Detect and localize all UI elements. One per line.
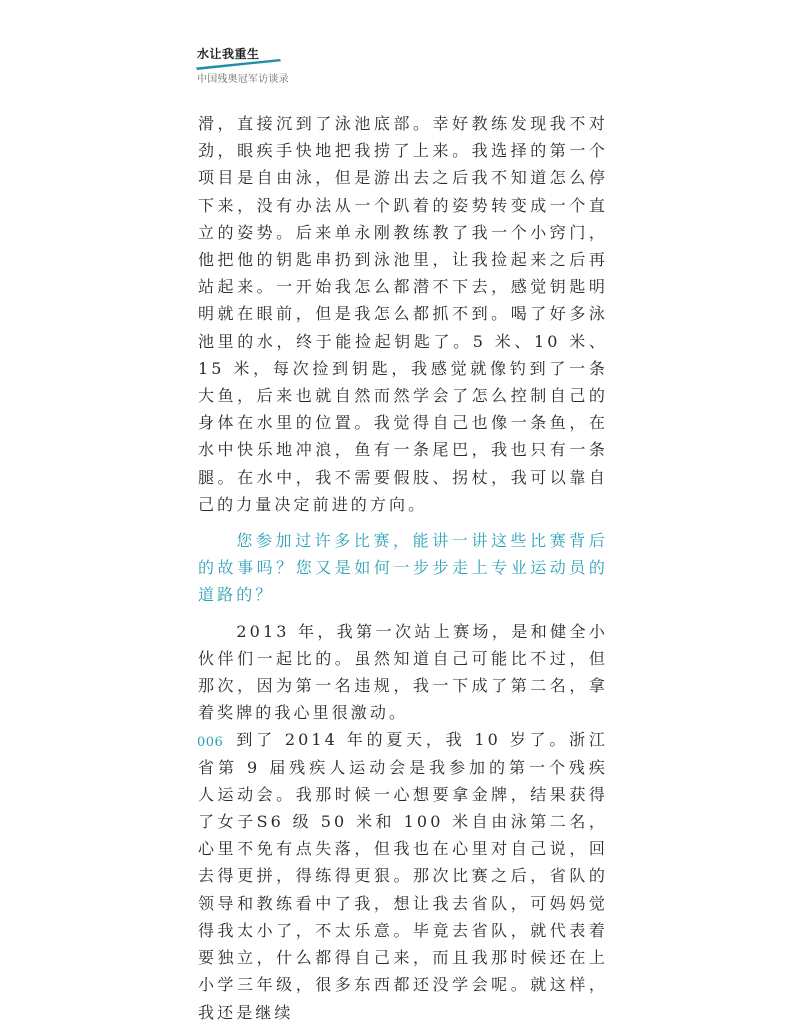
body-text — [198, 110, 608, 1026]
page-number: 006 — [197, 735, 224, 750]
paragraph-answer: 2013 年，我第一次站上赛场，是和健全小伙伴们一起比的。虽然知道自己可能比不过，但那次，因为第一名违规，我一下成了第二名，拿着奖牌的我心里很激动。 — [198, 621, 608, 723]
header-accent-rule-icon — [196, 58, 282, 70]
running-header — [197, 44, 317, 88]
interview-question: 您参加过许多比赛，能讲一讲这些比赛背后的故事吗？您又是如何一步步走上专业运动员的道路的？ — [198, 531, 608, 605]
book-title: 水让我重生 — [197, 47, 260, 61]
paragraph-answer: 到了 2014 年的夏天，我 10 岁了。浙江省第 9 届残疾人运动会是我参加的第一个残疾人运动会。我那时候一心想要拿金牌，结果获得了女子S6 级 50 米和 100 米自由泳第二名，心里不免有点失落，但我也在心里对自己说，回去得更拼，得练得更狠。那次比赛之后，省队的领导和教练看中了我，想让我去省队，可妈妈觉得我太小了，不太乐意。毕竟去省队，就代表着要独立，什么都得自己来，而且我那时候还在上小学三年级，很多东西都还没学会呢。就这样，我还是继续 — [198, 730, 608, 1022]
paragraph-continued: 滑，直接沉到了泳池底部。幸好教练发现我不对劲，眼疾手快地把我捞了上来。我选择的第一个项目是自由泳，但是游出去之后我不知道怎么停下来，没有办法从一个趴着的姿势转变成一个直立的姿势。后来单永刚教练教了我一个小窍门，他把他的钥匙串扔到泳池里，让我捡起来之后再站起来。一开始我怎么都潜不下去，感觉钥匙明明就在眼前，但是我怎么都抓不到。喝了好多泳池里的水，终于能捡起钥匙了。5 米、10 米、15 米，每次捡到钥匙，我感觉就像钓到了一条大鱼，后来也就自然而然学会了怎么控制自己的身体在水里的位置。我觉得自己也像一条鱼，在水中快乐地冲浪，鱼有一条尾巴，我也只有一条腿。在水中，我不需要假肢、拐杖，我可以靠自己的力量决定前进的方向。 — [198, 114, 608, 514]
book-subtitle: 中国残奥冠军访谈录 — [197, 74, 289, 85]
